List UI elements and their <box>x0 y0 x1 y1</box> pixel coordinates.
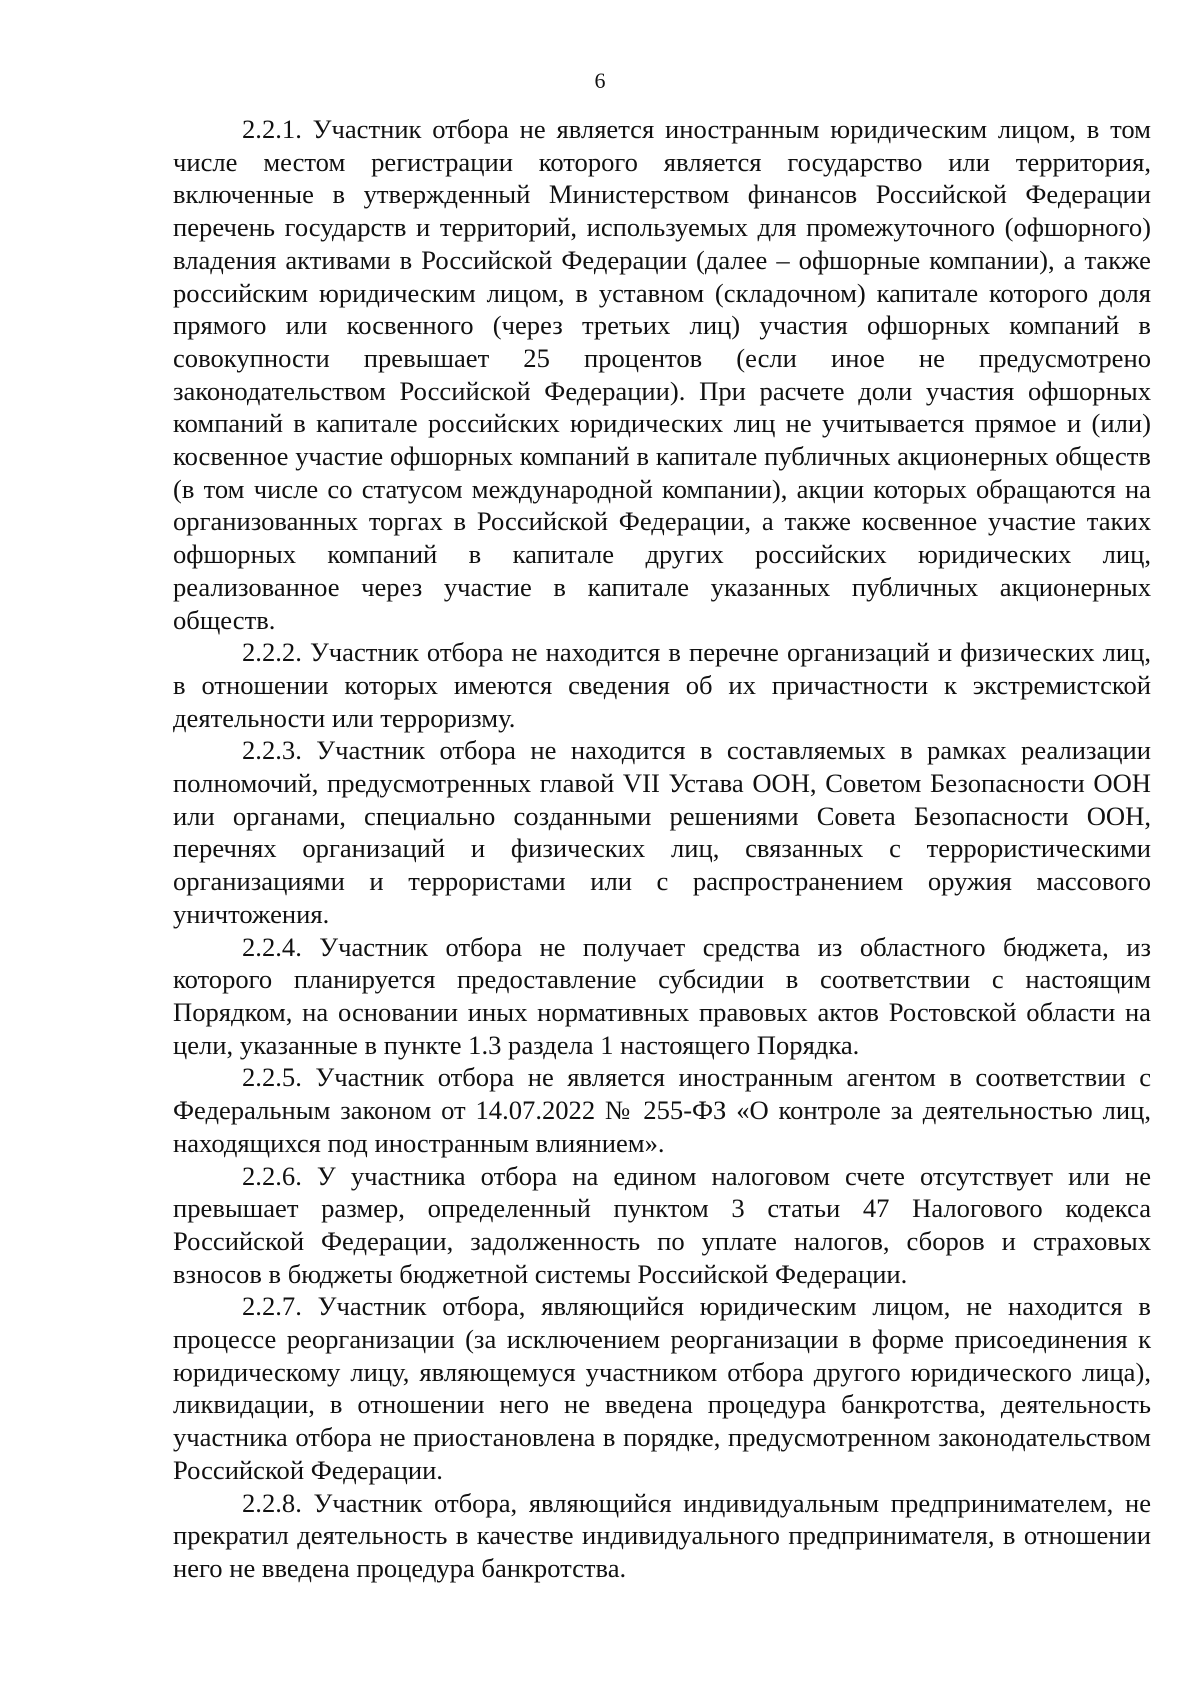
page-number: 6 <box>594 68 606 93</box>
document-body <box>173 113 1151 1585</box>
paragraph-2-2-8: 2.2.8. Участник отбора, являющийся индивидуальным предпринимателем, не прекратил деятельность в качестве индивидуального предпринимателя, в отношении него не введена процедура банкротства. <box>173 1487 1151 1583</box>
paragraph-2-2-4: 2.2.4. Участник отбора не получает средства из областного бюджета, из которого планируется предоставление субсидии в соответствии с настоящим Порядком, на основании иных нормативных правовых актов Ростовской области на цели, указанные в пункте 1.3 раздела 1 настоящего Порядка. <box>173 931 1151 1060</box>
paragraph-2-2-1: 2.2.1. Участник отбора не является иностранным юридическим лицом, в том числе местом регистрации которого является государство или территория, включенные в утвержденный Министерством финансов Российской Федерации перечень государств и территорий, используемых для промежуточного (офшорного) владения активами в Российской Федерации (далее – офшорные компании), а также российским юридическим лицом, в уставном (складочном) капитале которого доля прямого или косвенного (через третьих лиц) участия офшорных компаний в совокупности превышает 25 процентов (если иное не предусмотрено законодательством Российской Федерации). При расчете доли участия офшорных компаний в капитале российских юридических лиц не учитывается прямое и (или) косвенное участие офшорных компаний в капитале публичных акционерных обществ (в том числе со статусом международной компании), акции которых обращаются на организованных торгах в Российской Федерации, а также косвенное участие таких офшорных компаний в капитале других российских юридических лиц, реализованное через участие в капитале указанных публичных акционерных обществ. <box>173 114 1151 635</box>
paragraph-2-2-7: 2.2.7. Участник отбора, являющийся юридическим лицом, не находится в процессе реорганизации (за исключением реорганизации в форме присоединения к юридическому лицу, являющемуся участником отбора другого юридического лица), ликвидации, в отношении него не введена процедура банкротства, деятельность участника отбора не приостановлена в порядке, предусмотренном законодательством Российской Федерации. <box>173 1291 1151 1485</box>
paragraph-2-2-5: 2.2.5. Участник отбора не является иностранным агентом в соответствии с Федеральным законом от 14.07.2022 № 255-ФЗ «О контроле за деятельностью лиц, находящихся под иностранным влиянием». <box>173 1062 1151 1158</box>
paragraph-2-2-6: 2.2.6. У участника отбора на едином налоговом счете отсутствует или не превышает размер, определенный пунктом 3 статьи 47 Налогового кодекса Российской Федерации, задолженность по уплате налогов, сборов и страховых взносов в бюджеты бюджетной системы Российской Федерации. <box>173 1160 1151 1289</box>
paragraph-2-2-2: 2.2.2. Участник отбора не находится в перечне организаций и физических лиц, в отношении которых имеются сведения об их причастности к экстремистской деятельности или терроризму. <box>173 637 1151 733</box>
paragraph-2-2-3: 2.2.3. Участник отбора не находится в составляемых в рамках реализации полномочий, предусмотренных главой VII Устава ООН, Советом Безопасности ООН или органами, специально созданными решениями Совета Безопасности ООН, перечнях организаций и физических лиц, связанных с террористическими организациями и террористами или с распространением оружия массового уничтожения. <box>173 735 1151 929</box>
